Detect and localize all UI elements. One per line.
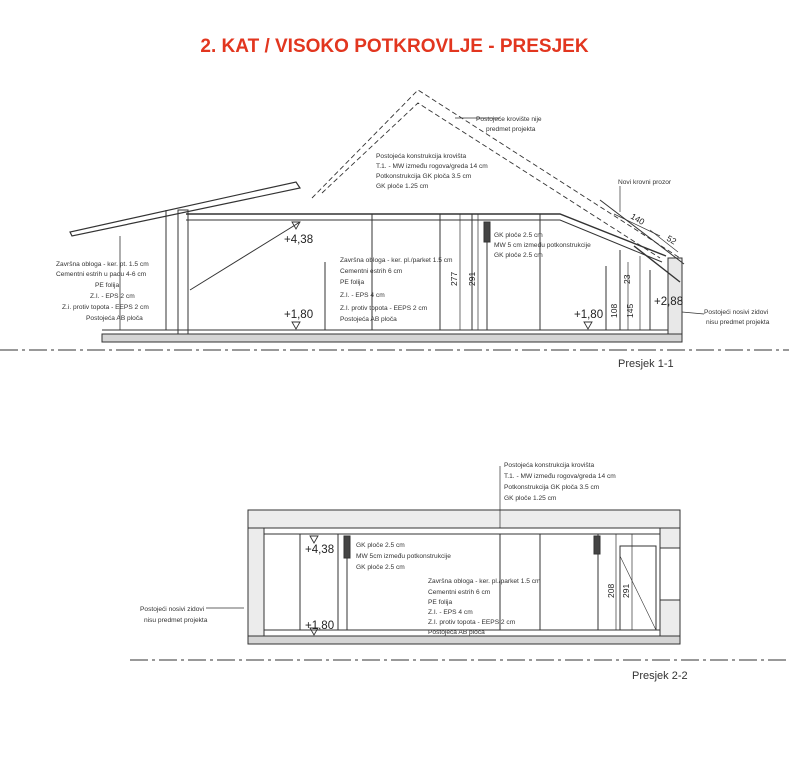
center-floor-note-1: Završna obloga - ker. pl./parket 1.5 cm: [340, 257, 453, 264]
section-1-label: Presjek 1-1: [618, 358, 674, 370]
window-note: Novi krovni prozor: [618, 179, 672, 186]
s2-left-wall-note-1: Postojeći nosivi zidovi: [140, 606, 205, 613]
center-floor-note-4: Z.I. - EPS 4 cm: [340, 292, 385, 299]
slope-wall-note-1: GK ploče 2.5 cm: [494, 232, 543, 239]
left-floor-note-3: PE folija: [95, 282, 120, 289]
center-floor-note-5: Z.I. protiv topota - EEPS 2 cm: [340, 305, 428, 312]
left-eave: [70, 182, 300, 236]
center-floor-note-2: Cementni estrih 6 cm: [340, 268, 403, 275]
left-floor-note-2: Cementni estrih u padu 4-6 cm: [56, 271, 147, 278]
dim-108: 108: [609, 303, 619, 318]
dim-23: 23: [622, 274, 632, 284]
level-floor-1-left: +1,80: [284, 309, 314, 321]
section-2-label: Presjek 2-2: [632, 670, 688, 682]
dim-291-2: 291: [621, 583, 631, 598]
floor-slab-2: [248, 636, 680, 644]
dim-145: 145: [625, 303, 635, 318]
center-floor-note-3: PE folija: [340, 279, 365, 286]
left-floor-note-1: Završna obloga - ker. pt. 1.5 cm: [56, 261, 149, 268]
s2-left-wall-note-2: nisu predmet projekta: [144, 617, 208, 624]
dim-52: 52: [665, 233, 679, 247]
s2-floor-note-5: Z.I. protiv topota - EEPS 2 cm: [428, 619, 516, 626]
section2-left-wall: [248, 528, 264, 640]
center-floor-note-6: Postojeća AB ploča: [340, 316, 397, 323]
slope-wall-note-3: GK ploče 2.5 cm: [494, 252, 543, 259]
left-floor-note-6: Postojeća AB ploča: [86, 315, 143, 322]
level-floor-1-right: +1,80: [574, 309, 604, 321]
level-small-1: +2,88: [654, 296, 684, 308]
s2-roof-note-1: Postojeća konstrukcija krovišta: [504, 462, 595, 469]
s2-wall-note-2: MW 5cm između potkonstrukcije: [356, 553, 451, 560]
s2-floor-note-6: Postojeća AB ploča: [428, 629, 485, 636]
s2-wall-note-3: GK ploče 2.5 cm: [356, 564, 405, 571]
level-top-1: +4,38: [284, 234, 314, 246]
roof-existing-note-2: predmet projekta: [486, 126, 536, 133]
s2-roof-note-2: T.1. - MW između rogova/greda 14 cm: [504, 473, 616, 480]
dim-140: 140: [629, 211, 647, 227]
dim-291-1: 291: [467, 271, 477, 286]
roof-build-note-2: T.1. - MW između rogova/greda 14 cm: [376, 163, 488, 170]
drawing-title: 2. KAT / VISOKO POTKROVLJE - PRESJEK: [200, 36, 589, 57]
section2-roof: [248, 510, 680, 528]
right-wall-note-2: nisu predmet projekta: [706, 319, 770, 326]
dim-277: 277: [449, 271, 459, 286]
s2-wall-note-1: GK ploče 2.5 cm: [356, 542, 405, 549]
roof-build-note-1: Postojeća konstrukcija krovišta: [376, 153, 467, 160]
roof-existing-note-1: Postojeće krovište nije: [476, 116, 542, 123]
s2-roof-note-3: Potkonstrukcija GK ploča 3.5 cm: [504, 484, 600, 491]
s2-floor-note-4: Z.I. - EPS 4 cm: [428, 609, 473, 616]
level-top-2: +4,38: [305, 544, 335, 556]
dim-208: 208: [606, 583, 616, 598]
s2-floor-note-3: PE folija: [428, 599, 453, 606]
right-wall-note-1: Postojeći nosivi zidovi: [704, 309, 769, 316]
left-knee-wall: [178, 210, 188, 340]
left-floor-note-5: Z.i. protiv topota - EEPS 2 cm: [62, 304, 149, 311]
level-floor-2: +1,80: [305, 620, 335, 632]
roof-build-note-3: Potkonstrukcija GK ploča 3.5 cm: [376, 173, 472, 180]
left-floor-note-4: Z.I. - EPS 2 cm: [90, 293, 135, 300]
roof-build-note-4: GK ploče 1.25 cm: [376, 183, 429, 190]
s2-roof-note-4: GK ploče 1.25 cm: [504, 495, 557, 502]
slope-wall-note-2: MW 5 cm između potkonstrukcije: [494, 242, 591, 249]
s2-floor-note-1: Završna obloga - ker. pl./parket 1.5 cm: [428, 578, 541, 585]
s2-floor-note-2: Cementni estrih 6 cm: [428, 589, 491, 596]
floor-slab-1: [102, 334, 682, 342]
